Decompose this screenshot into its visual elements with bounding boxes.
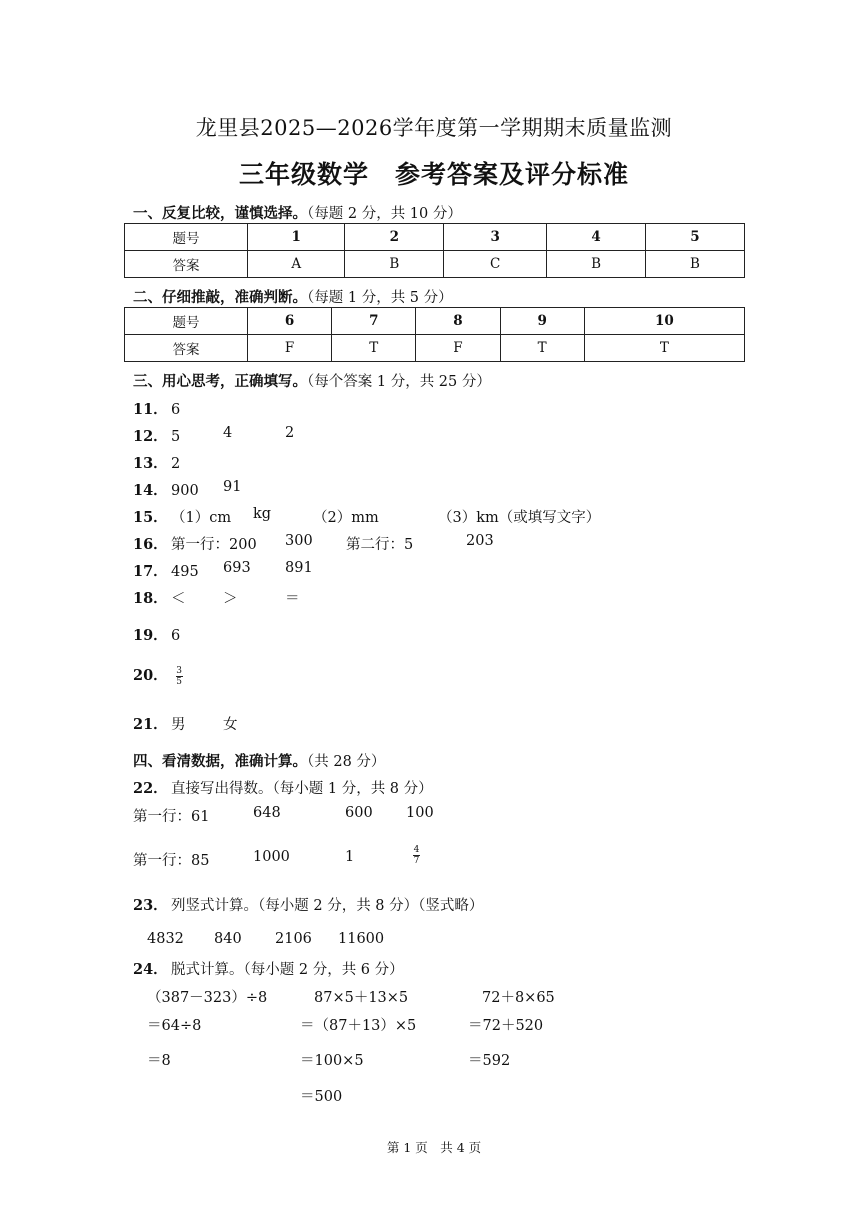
table-cell: T (584, 335, 744, 362)
answer-17: 17． 495 693 891 (133, 560, 313, 580)
table-cell: 5 (646, 224, 745, 251)
calc-3-line-1: 72＋8×65 (482, 990, 555, 1006)
table-cell: 10 (584, 308, 744, 335)
section-3-heading: 三、用心思考，正确填写。（每个答案 1 分，共 25 分） (133, 374, 491, 390)
calc-3-line-2: ＝72＋520 (468, 1018, 544, 1034)
table-cell: 4 (547, 224, 646, 251)
answer-table-2 (124, 307, 745, 362)
table-cell: 3 (444, 224, 547, 251)
answer-13: 13． 2 (133, 455, 181, 472)
table-label-answer: 答案 (125, 335, 248, 362)
table-cell: B (547, 251, 646, 278)
table-cell: F (416, 335, 500, 362)
answer-20: 20． $\frac{3}{5}$ (133, 665, 182, 687)
answer-21: 21． 男 女 (133, 716, 238, 733)
page-title: 龙里县2025—2026学年度第一学期期末质量监测 (195, 116, 673, 140)
question-23: 23． 列竖式计算。（每小题 2 分，共 8 分）（竖式略） (133, 897, 484, 914)
answer-23: 4832 840 2106 11600 (147, 931, 385, 947)
table-cell: 6 (248, 308, 332, 335)
table-label-answer: 答案 (125, 251, 248, 278)
table-cell: T (332, 335, 416, 362)
table-cell: B (646, 251, 745, 278)
answer-19: 19． 6 (133, 627, 181, 644)
section-2-heading: 二、仔细推敲，准确判断。（每题 1 分，共 5 分） (133, 290, 453, 306)
answer-14: 14． 900 91 (133, 479, 242, 499)
calc-3-line-3: ＝592 (468, 1053, 511, 1069)
table-cell: 2 (345, 224, 444, 251)
table-cell: T (500, 335, 584, 362)
question-24: 24． 脱式计算。（每小题 2 分，共 6 分） (133, 961, 404, 978)
table-label-question: 题号 (125, 308, 248, 335)
calc-1-line-2: ＝64÷8 (147, 1018, 202, 1034)
fraction: $\frac{3}{5}$ (176, 665, 182, 687)
answer-18: 18． ＜ ＞ ＝ (133, 590, 300, 607)
table-cell: B (345, 251, 444, 278)
answer-16: 16． 第一行：200 300 第二行：5 203 (133, 533, 494, 553)
section-1-heading: 一、反复比较，谨慎选择。（每题 2 分，共 10 分） (133, 206, 462, 222)
table-cell: F (248, 335, 332, 362)
calc-1-line-1: （387－323）÷8 (147, 990, 268, 1006)
table-cell: C (444, 251, 547, 278)
table-label-question: 题号 (125, 224, 248, 251)
page-footer: 第 1 页 共 4 页 (386, 1140, 482, 1155)
fraction: 4 7 (413, 845, 420, 866)
table-cell: 9 (500, 308, 584, 335)
section-4-heading: 四、看清数据，准确计算。（共 28 分） (133, 754, 386, 770)
answer-22-row-1: 第一行：61 648 600 100 (133, 805, 434, 825)
calc-2-line-1: 87×5＋13×5 (314, 990, 409, 1006)
answer-11: 11． 6 (133, 401, 181, 418)
table-cell: A (248, 251, 345, 278)
answer-22-row-2: 第一行：85 1000 1 4 7 (133, 845, 420, 869)
calc-2-line-2: ＝（87＋13）×5 (300, 1018, 417, 1034)
table-cell: 7 (332, 308, 416, 335)
page-subtitle: 三年级数学 参考答案及评分标准 (238, 160, 629, 189)
answer-15: 15． （1）cm kg （2）mm （3）km（或填写文字） (133, 506, 601, 526)
answer-12: 12． 5 4 2 (133, 425, 295, 445)
table-cell: 1 (248, 224, 345, 251)
table-cell: 8 (416, 308, 500, 335)
calc-1-line-3: ＝8 (147, 1053, 171, 1069)
calc-2-line-4: ＝500 (300, 1089, 343, 1105)
calc-2-line-3: ＝100×5 (300, 1053, 364, 1069)
answer-table-1 (124, 223, 745, 278)
question-22: 22． 直接写出得数。（每小题 1 分，共 8 分） (133, 780, 433, 797)
